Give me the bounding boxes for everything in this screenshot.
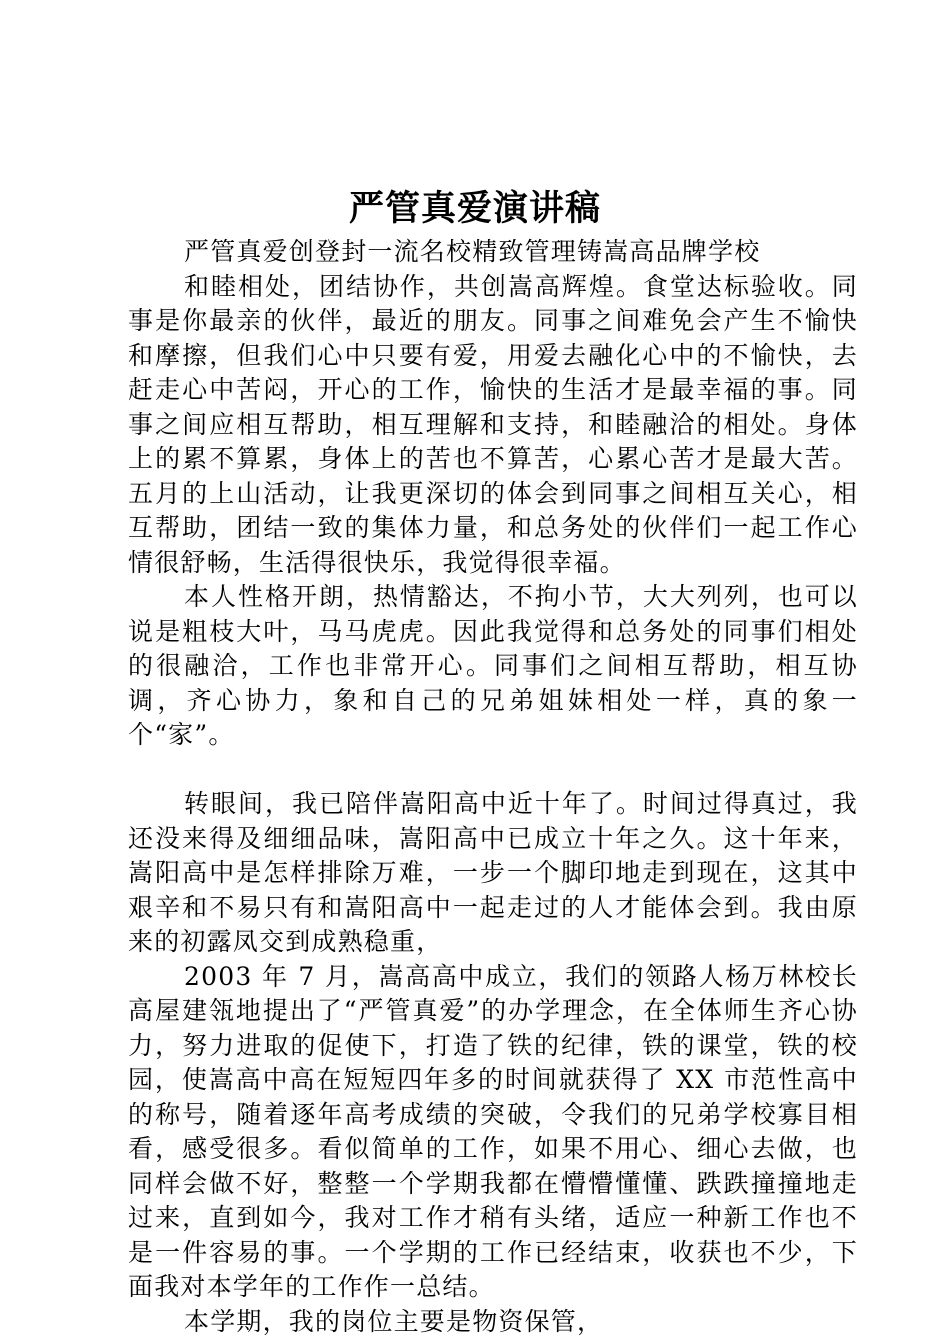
document-body bbox=[128, 235, 858, 1339]
document-title: 严管真爱演讲稿 bbox=[348, 188, 601, 229]
subtitle-paragraph: 严管真爱创登封一流名校精致管理铸嵩高品牌学校 bbox=[184, 237, 761, 266]
paragraph-5: 本学期，我的岗位主要是物资保管， bbox=[184, 1306, 604, 1336]
paragraph-1: 和睦相处，团结协作，共创嵩高辉煌。食堂达标验收。同事是你最亲的伙伴，最近的朋友。同事之间难免会产生不愉快和摩擦，但我们心中只要有爱，用爱去融化心中的不愉快，去赶走心中苦闷，开心的工作，愉快的生活才是最幸福的事。同事之间应相互帮助，相互理解和支持，和睦融洽的相处。身体上的累不算累，身体上的苦也不算苦，心累心苦才是最大苦。五月的上山活动，让我更深切的体会到同事之间相互关心，相互帮助，团结一致的集体力量，和总务处的伙伴们一起工作心情很舒畅，生活得很快乐，我觉得很幸福。 bbox=[128, 271, 858, 577]
paragraph-3: 转眼间，我已陪伴嵩阳高中近十年了。时间过得真过，我还没来得及细细品味，嵩阳高中已成立十年之久。这十年来，嵩阳高中是怎样排除万难，一步一个脚印地走到现在，这其中艰辛和不易只有和嵩阳高中一起走过的人才能体会到。我由原来的初露凤交到成熟稳重， bbox=[128, 789, 858, 956]
paragraph-2: 本人性格开朗，热情豁达，不拘小节，大大列列，也可以说是粗枝大叶，马马虎虎。因此我觉得和总务处的同事们相处的很融洽，工作也非常开心。同事们之间相互帮助，相互协调，齐心协力，象和自己的兄弟姐妹相处一样，真的象一个“家”。 bbox=[128, 582, 858, 749]
blank-line bbox=[128, 753, 858, 788]
paragraph-4: 2003 年 7 月，嵩高高中成立，我们的领路人杨万林校长高屋建瓴地提出了“严管真爱”的办学理念，在全体师生齐心协力，努力进取的促使下，打造了铁的纪律，铁的课堂，铁的校园，使嵩高中高在短短四年多的时间就获得了 XX 市范性高中的称号，随着逐年高考成绩的突破，令我们的兄弟学校寡目相看，感受很多。看似简单的工作，如果不用心、细心去做，也同样会做不好，整整一个学期我都在懵懵懂懂、跌跌撞撞地走过来，直到如今，我对工作才稍有头绪，适应一种新工作也不是一件容易的事。一个学期的工作已经结束，收获也不少，下面我对本学年的工作作一总结。 bbox=[128, 961, 858, 1301]
